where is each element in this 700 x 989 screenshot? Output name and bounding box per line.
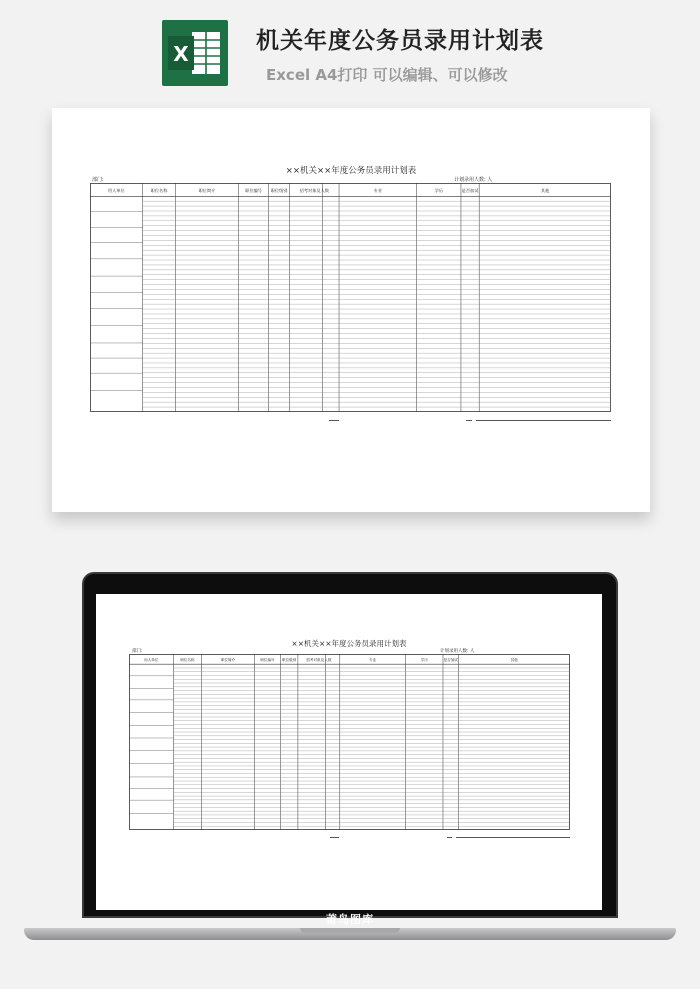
column-header: 其他 <box>510 657 518 662</box>
column-header: 职位名称 <box>150 188 168 194</box>
column-header: 是否加试 <box>461 188 479 194</box>
column-header: 职位级别 <box>281 657 297 662</box>
screen-footer-line <box>447 837 452 838</box>
header <box>0 0 700 100</box>
column-header: 招考对象及人数 <box>299 188 329 194</box>
table-border <box>91 184 611 412</box>
column-header: 其他 <box>540 188 550 194</box>
footer-line <box>476 420 611 421</box>
spreadsheet-preview <box>52 108 650 512</box>
column-header: 是否加试 <box>443 657 458 662</box>
column-header: 用人单位 <box>144 657 159 662</box>
column-header: 专业 <box>373 188 383 194</box>
screen-footer-line <box>456 837 570 838</box>
table-border <box>130 655 570 830</box>
sheet-title: ××机关××年度公务员录用计划表 <box>285 166 417 176</box>
column-header: 用人单位 <box>107 188 125 194</box>
dept-label: 部门: <box>92 177 104 183</box>
laptop-mockup <box>0 570 700 960</box>
column-header: 职位名称 <box>180 657 195 662</box>
recruitment-table <box>90 183 611 412</box>
screen-sheet-title: ××机关××年度公务员录用计划表 <box>291 639 407 648</box>
page-subtitle: Excel A4打印 可以编辑、可以修改 <box>266 66 508 84</box>
plan-count-label: 计划录用人数: 人 <box>454 177 493 183</box>
laptop-notch <box>300 928 400 933</box>
column-header: 招考对象及人数 <box>306 657 332 662</box>
screen-plan-count-label: 计划录用人数: 人 <box>440 649 475 654</box>
column-header: 职位编号 <box>245 188 262 194</box>
screen-footer-line <box>330 837 339 838</box>
column-header: 职位简介 <box>220 657 236 662</box>
column-header: 专业 <box>369 657 377 662</box>
screen-recruitment-table <box>129 654 570 830</box>
column-header: 学历 <box>420 657 428 662</box>
laptop-screen <box>96 594 602 910</box>
footer-line <box>466 420 472 421</box>
column-header: 职位简介 <box>198 188 216 194</box>
screen-dept-label: 部门: <box>132 649 143 654</box>
column-header: 职位级别 <box>270 188 288 194</box>
page-title: 机关年度公务员录用计划表 <box>256 28 544 54</box>
column-header: 学历 <box>434 188 444 194</box>
excel-icon <box>162 20 228 86</box>
excel-icon-letter: X <box>173 42 189 66</box>
column-header: 职位编号 <box>260 657 275 662</box>
laptop-brand-label: 莆鸟图库 <box>326 913 374 926</box>
footer-line <box>329 420 339 421</box>
